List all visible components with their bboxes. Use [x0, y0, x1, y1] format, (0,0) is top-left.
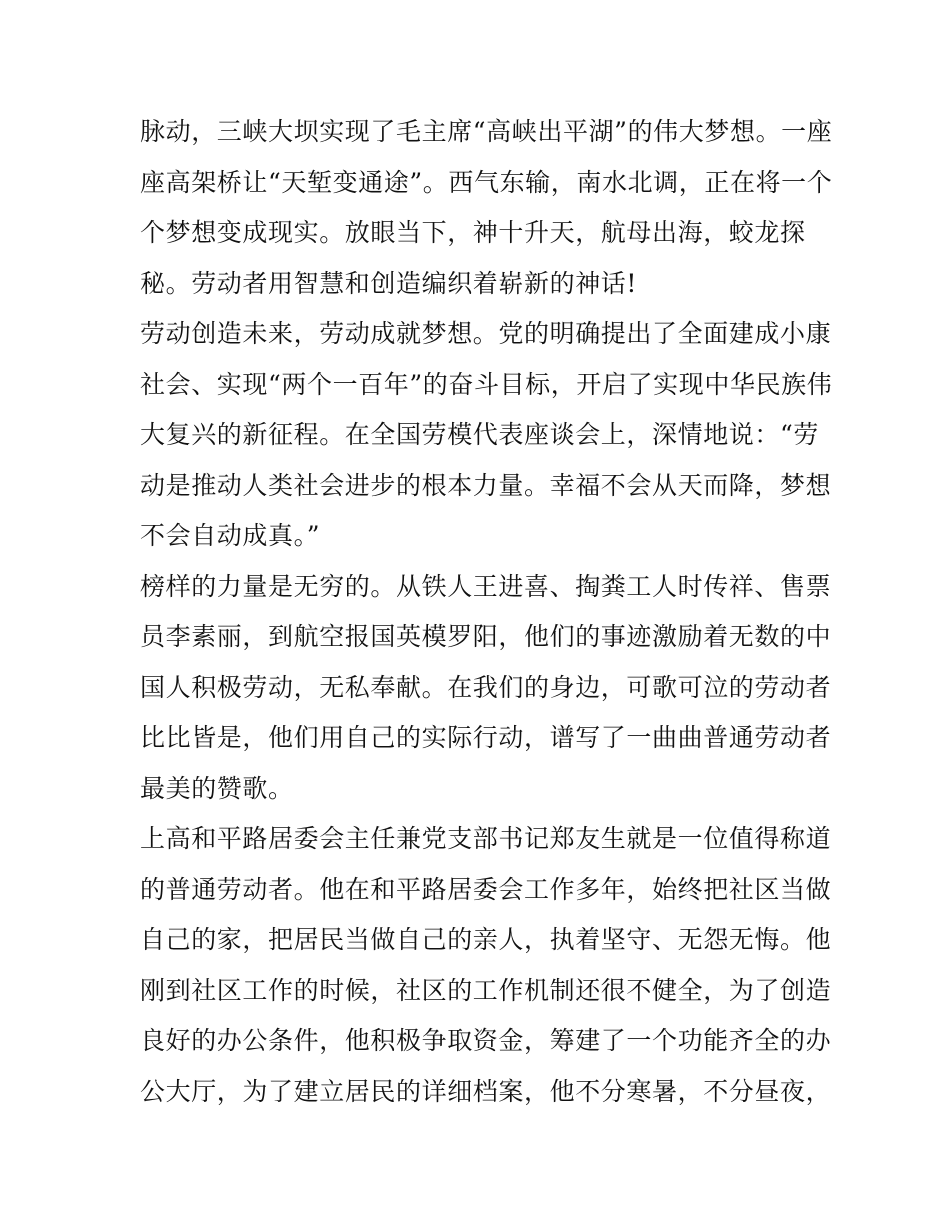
text-line: 劳动创造未来，劳动成就梦想。党的明确提出了全面建成小康 [140, 319, 832, 348]
text-line: 最美的赞歌。 [140, 773, 294, 803]
text-line: 上高和平路居委会主任兼党支部书记郑友生就是一位值得称道 [140, 824, 832, 853]
text-line: 座高架桥让“天堑变通途”。西气东输，南水北调，正在将一个 [140, 167, 833, 197]
text-line: 不会自动成真。” [140, 521, 321, 550]
text-line: 大复兴的新征程。在全国劳模代表座谈会上，深情地说：“劳 [140, 420, 819, 449]
text-line: 的普通劳动者。他在和平路居委会工作多年，始终把社区当做 [140, 874, 832, 904]
text-line: 脉动，三峡大坝实现了毛主席“高峡出平湖”的伟大梦想。一座 [140, 117, 833, 146]
paragraph-3 [140, 562, 832, 815]
text-line: 比比皆是，他们用自己的实际行动，谱写了一曲曲普通劳动者 [140, 723, 832, 752]
paragraph-2 [140, 309, 833, 562]
text-line: 自己的家，把居民当做自己的亲人，执着坚守、无怨无悔。他 [140, 925, 832, 954]
text-line: 社会、实现“两个一百年”的奋斗目标，开启了实现中华民族伟 [140, 369, 833, 399]
text-line: 个梦想变成现实。放眼当下，神十升天，航母出海，蛟龙探 [140, 218, 806, 247]
text-line: 刚到社区工作的时候，社区的工作机制还很不健全，为了创造 [140, 975, 832, 1005]
text-line: 国人积极劳动，无私奉献。在我们的身边，可歌可泣的劳动者 [140, 672, 832, 702]
paragraph-1 [140, 107, 833, 309]
text-line: 榜样的力量是无穷的。从铁人王进喜、掏粪工人时传祥、售票 [140, 571, 832, 601]
text-line: 秘。劳动者用智慧和创造编织着崭新的神话! [140, 268, 638, 298]
text-line: 员李素丽，到航空报国英模罗阳，他们的事迹激励着无数的中 [140, 622, 832, 651]
text-line: 公大厅，为了建立居民的详细档案，他不分寒暑，不分昼夜， [140, 1076, 832, 1106]
text-line: 动是推动人类社会进步的根本力量。幸福不会从天而降，梦想 [140, 470, 832, 500]
paragraph-4 [140, 814, 832, 1117]
body-text [140, 107, 833, 1117]
text-line: 良好的办公条件，他积极争取资金，筹建了一个功能齐全的办 [140, 1026, 832, 1055]
